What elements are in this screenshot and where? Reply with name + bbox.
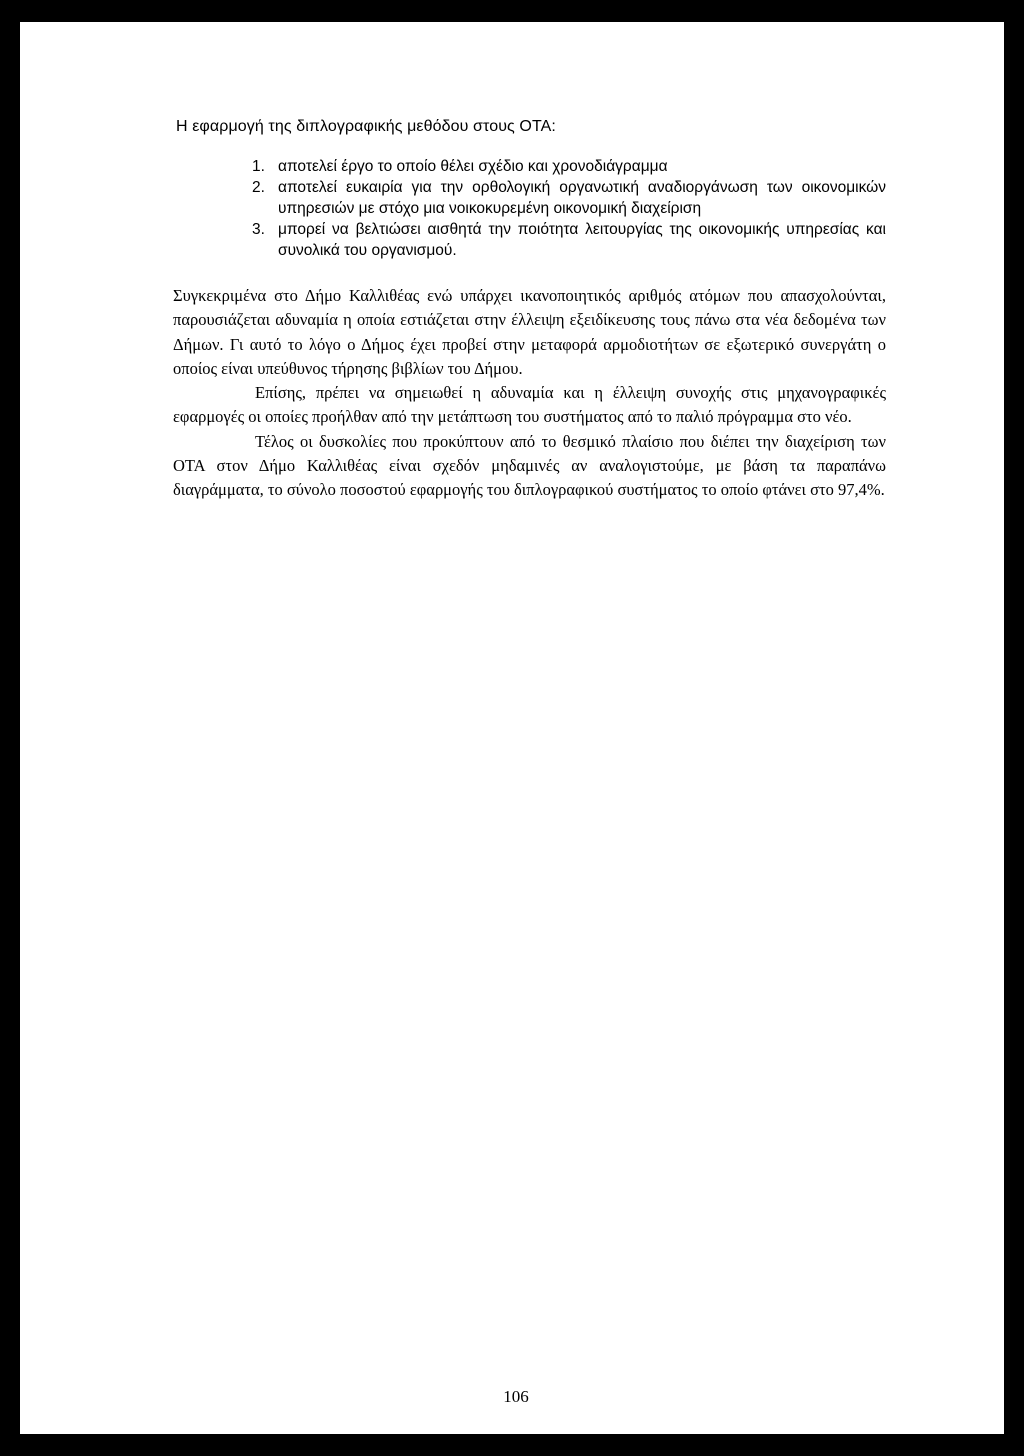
list-item-number: 3.	[252, 221, 265, 238]
list-item-text: αποτελεί ευκαιρία για την ορθολογική οργανωτική αναδιοργάνωση των οικονομικών υπηρεσιών με στόχο μια νοικοκυρεμένη οικονομική διαχείριση	[278, 179, 886, 217]
page-number-text: 106	[503, 1387, 529, 1406]
list-item-text: αποτελεί έργο το οποίο θέλει σχέδιο και χρονοδιάγραμμα	[278, 158, 668, 175]
list-item	[173, 156, 886, 177]
page-number	[20, 1387, 1004, 1407]
list-item	[173, 219, 886, 261]
document-body	[173, 116, 886, 503]
numbered-list	[173, 156, 886, 261]
paragraph-staffing: Συγκεκριμένα στο Δήμο Καλλιθέας ενώ υπάρχει ικανοποιητικός αριθμός ατόμων που απασχολούνται, παρουσιάζεται αδυναμία η οποία εστιάζεται στην έλλειψη εξειδίκευσης τους πάνω στα νέα δεδομένα των Δήμων. Γι αυτό το λόγο ο Δήμος έχει προβεί στην μεταφορά αρμοδιοτήτων σε εξωτερικό συνεργάτη ο οποίος είναι υπεύθυνος τήρησης βιβλίων του Δήμου.	[173, 286, 886, 378]
paragraph-conclusion: Τέλος οι δυσκολίες που προκύπτουν από το θεσμικό πλαίσιο που διέπει την διαχείριση των ΟΤΑ στον Δήμο Καλλιθέας είναι σχεδόν μηδαμινές αν αναλογιστούμε, με βάση τα παραπάνω διαγράμματα, το σύνολο ποσοστού εφαρμογής του διπλογραφικού συστήματος το οποίο φτάνει στο 97,4%.	[173, 431, 886, 500]
section-heading: Η εφαρμογή της διπλογραφικής μεθόδου στους ΟΤΑ:	[176, 118, 556, 135]
list-item-number: 1.	[252, 158, 265, 175]
list-item-text: μπορεί να βελτιώσει αισθητά την ποιότητα λειτουργίας της οικονομικής υπηρεσίας και συνολικά του οργανισμού.	[278, 221, 886, 259]
list-item-number: 2.	[252, 179, 265, 196]
list-item	[173, 177, 886, 219]
paragraph-software: Επίσης, πρέπει να σημειωθεί η αδυναμία και η έλλειψη συνοχής στις μηχανογραφικές εφαρμογές οι οποίες προήλθαν από την μετάπτωση του συστήματος από το παλιό πρόγραμμα στο νέο.	[173, 383, 886, 427]
document-page	[20, 22, 1004, 1434]
